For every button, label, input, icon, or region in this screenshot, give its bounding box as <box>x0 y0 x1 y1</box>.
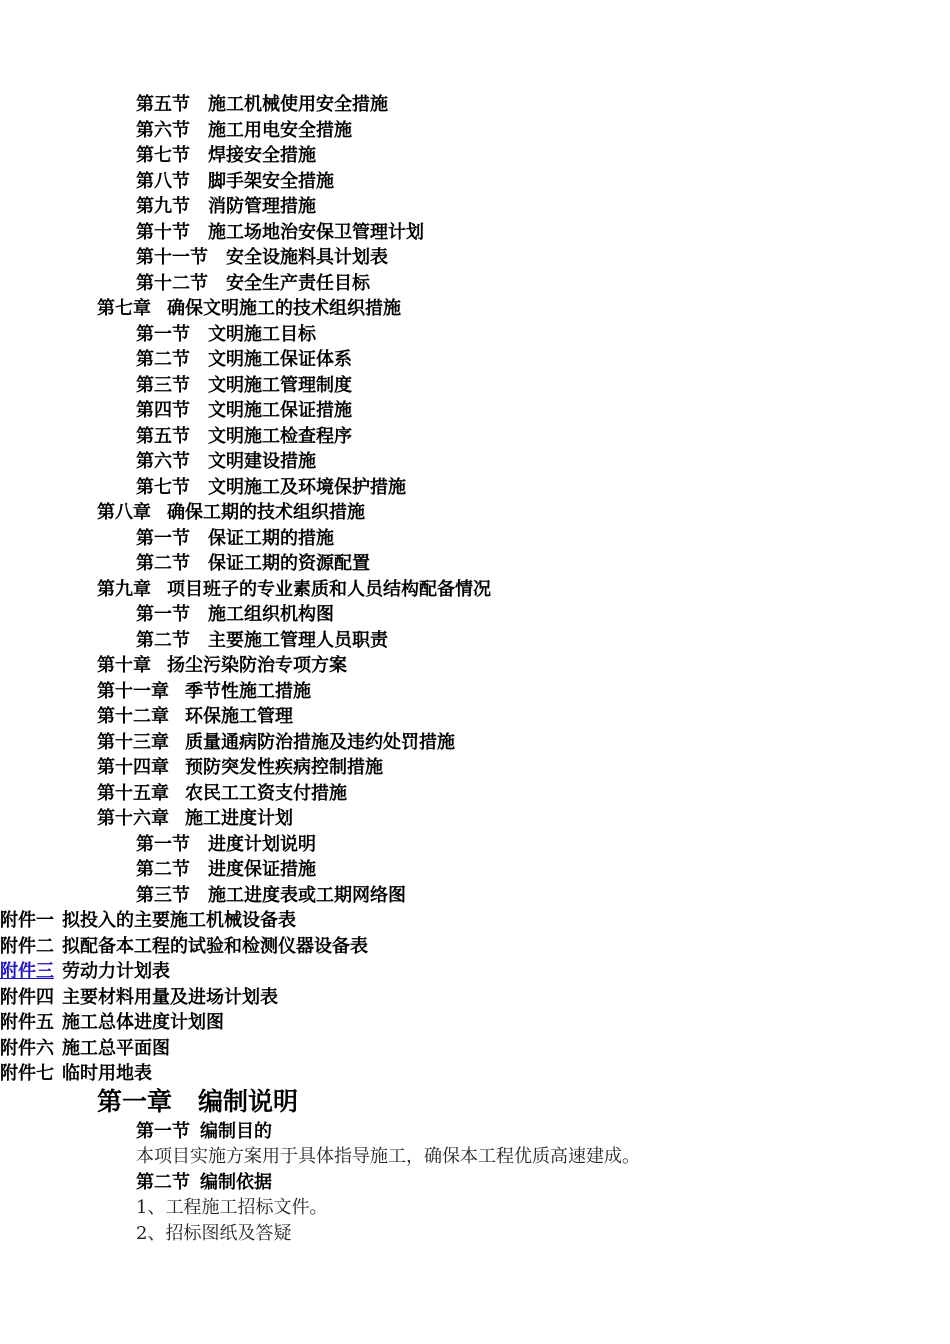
toc-section[interactable] <box>0 398 950 424</box>
toc-appendix[interactable] <box>0 908 950 934</box>
toc-title: 文明建设措施 <box>208 451 316 472</box>
toc-title: 文明施工及环境保护措施 <box>208 476 406 498</box>
chapter-number: 第一章 <box>97 1086 173 1116</box>
toc-appendix[interactable] <box>0 1036 950 1062</box>
toc-number: 第十节 <box>136 221 190 243</box>
toc-title: 主要施工管理人员职责 <box>208 629 388 651</box>
toc-link[interactable]: 附件三 <box>0 961 54 982</box>
toc-title: 项目班子的专业素质和人员结构配备情况 <box>167 578 491 600</box>
chapter-title: 编制说明 <box>198 1086 299 1116</box>
toc-number: 附件六 <box>0 1037 54 1059</box>
toc-chapter[interactable] <box>0 296 950 322</box>
toc-number: 第四节 <box>136 400 190 421</box>
section-title: 编制依据 <box>200 1171 272 1193</box>
toc-section[interactable] <box>0 322 950 348</box>
toc-section[interactable] <box>0 475 950 501</box>
toc-section[interactable] <box>0 449 950 475</box>
toc-appendix[interactable] <box>0 934 950 960</box>
toc-title: 施工场地治安保卫管理计划 <box>208 221 424 243</box>
document-page <box>0 92 950 1246</box>
toc-number: 附件四 <box>0 986 54 1008</box>
toc-title: 脚手架安全措施 <box>208 170 334 192</box>
toc-title: 进度计划说明 <box>208 833 316 855</box>
toc-number: 附件七 <box>0 1063 54 1084</box>
toc-number: 附件二 <box>0 935 54 957</box>
toc-number: 第六节 <box>136 451 190 472</box>
toc-number: 第一节 <box>136 527 190 549</box>
toc-section[interactable] <box>0 220 950 246</box>
toc-title: 施工进度计划 <box>185 808 293 829</box>
toc-number: 第二节 <box>136 859 190 880</box>
toc-number: 第十五章 <box>97 782 169 804</box>
toc-number: 第五节 <box>136 425 190 447</box>
toc-title: 安全设施料具计划表 <box>226 247 388 268</box>
toc-title: 进度保证措施 <box>208 859 316 880</box>
toc-number: 第七章 <box>97 298 151 319</box>
toc-section[interactable] <box>0 347 950 373</box>
toc-title: 季节性施工措施 <box>185 680 311 702</box>
toc-section[interactable] <box>0 602 950 628</box>
toc-section[interactable] <box>0 143 950 169</box>
list-item: 1、工程施工招标文件。 <box>136 1197 328 1218</box>
toc-title: 确保工期的技术组织措施 <box>167 502 365 523</box>
toc-section[interactable] <box>0 373 950 399</box>
toc-section[interactable] <box>0 271 950 297</box>
toc-title: 临时用地表 <box>62 1063 152 1084</box>
toc-number: 附件五 <box>0 1012 54 1033</box>
toc-number: 第二节 <box>136 629 190 651</box>
toc-appendix[interactable] <box>0 985 950 1011</box>
toc-number: 第二节 <box>136 349 190 370</box>
toc-title: 农民工工资支付措施 <box>185 782 347 804</box>
toc-number: 第三节 <box>136 374 190 396</box>
toc-chapter[interactable] <box>0 704 950 730</box>
section-number: 第二节 <box>136 1171 190 1193</box>
section-number: 第一节 <box>136 1120 190 1142</box>
toc-number: 第十二章 <box>97 706 169 727</box>
toc-section[interactable] <box>0 551 950 577</box>
toc-appendix[interactable] <box>0 1061 950 1087</box>
paragraph: 本项目实施方案用于具体指导施工，确保本工程优质高速建成。 <box>136 1146 640 1167</box>
toc-section[interactable] <box>0 628 950 654</box>
toc-section[interactable] <box>0 194 950 220</box>
toc-title: 劳动力计划表 <box>62 961 170 982</box>
toc-title: 保证工期的措施 <box>208 527 334 549</box>
toc-chapter[interactable] <box>0 653 950 679</box>
toc-title: 拟配备本工程的试验和检测仪器设备表 <box>62 935 368 957</box>
section-heading <box>0 1119 950 1145</box>
toc-title: 安全生产责任目标 <box>226 272 370 294</box>
toc-title: 扬尘污染防治专项方案 <box>167 655 347 676</box>
toc-number: 第五节 <box>136 94 190 115</box>
toc-section[interactable] <box>0 424 950 450</box>
section-heading <box>0 1170 950 1196</box>
toc-title: 焊接安全措施 <box>208 145 316 166</box>
toc-section[interactable] <box>0 883 950 909</box>
toc-number: 第九节 <box>136 196 190 217</box>
toc-appendix[interactable] <box>0 1010 950 1036</box>
toc-number: 第一节 <box>136 323 190 345</box>
toc-number: 第十二节 <box>136 272 208 294</box>
toc-chapter[interactable] <box>0 755 950 781</box>
toc-title: 施工用电安全措施 <box>208 119 352 141</box>
toc-appendix[interactable] <box>0 959 950 985</box>
section-title: 编制目的 <box>200 1120 272 1142</box>
toc-title: 施工总平面图 <box>62 1037 170 1059</box>
toc-section[interactable] <box>0 857 950 883</box>
toc-section[interactable] <box>0 118 950 144</box>
toc-number: 第十六章 <box>97 808 169 829</box>
toc-number: 第一节 <box>136 833 190 855</box>
toc-section[interactable] <box>0 169 950 195</box>
toc-title: 文明施工保证体系 <box>208 349 352 370</box>
list-item: 2、招标图纸及答疑 <box>136 1222 292 1244</box>
toc-title: 文明施工检查程序 <box>208 425 352 447</box>
toc-number: 附件一 <box>0 910 54 931</box>
toc-chapter[interactable] <box>0 781 950 807</box>
toc-section[interactable] <box>0 92 950 118</box>
chapter-heading <box>0 1085 950 1119</box>
toc-chapter[interactable] <box>0 806 950 832</box>
toc-section[interactable] <box>0 832 950 858</box>
toc-title: 环保施工管理 <box>185 706 293 727</box>
toc-title: 施工机械使用安全措施 <box>208 94 388 115</box>
toc-title: 拟投入的主要施工机械设备表 <box>62 910 296 931</box>
toc-number: 第六节 <box>136 119 190 141</box>
toc-chapter[interactable] <box>0 500 950 526</box>
toc-title: 确保文明施工的技术组织措施 <box>167 298 401 319</box>
toc-number: 第三节 <box>136 884 190 906</box>
toc-number: 第十一章 <box>97 680 169 702</box>
toc-number: 第九章 <box>97 578 151 600</box>
toc-number: 第十四章 <box>97 757 169 778</box>
toc-section[interactable] <box>0 245 950 271</box>
toc-number: 第一节 <box>136 604 190 625</box>
toc-title: 文明施工保证措施 <box>208 400 352 421</box>
toc-number: 第十章 <box>97 655 151 676</box>
toc-chapter[interactable] <box>0 577 950 603</box>
toc-number: 第二节 <box>136 553 190 574</box>
toc-title: 施工进度表或工期网络图 <box>208 884 406 906</box>
toc-number: 第八章 <box>97 502 151 523</box>
toc-chapter[interactable] <box>0 730 950 756</box>
toc-title: 消防管理措施 <box>208 196 316 217</box>
toc-title: 主要材料用量及进场计划表 <box>62 986 278 1008</box>
toc-title: 保证工期的资源配置 <box>208 553 370 574</box>
toc-title: 质量通病防治措施及违约处罚措施 <box>185 731 455 753</box>
toc-title: 施工总体进度计划图 <box>62 1012 224 1033</box>
toc-title: 文明施工管理制度 <box>208 374 352 396</box>
toc-section[interactable] <box>0 526 950 552</box>
toc-chapter[interactable] <box>0 679 950 705</box>
toc-number: 第八节 <box>136 170 190 192</box>
toc-title: 施工组织机构图 <box>208 604 334 625</box>
toc-title: 预防突发性疾病控制措施 <box>185 757 383 778</box>
toc-number: 第七节 <box>136 145 190 166</box>
toc-title: 文明施工目标 <box>208 323 316 345</box>
toc-number: 第十一节 <box>136 247 208 268</box>
toc-number: 第七节 <box>136 476 190 498</box>
table-of-contents <box>0 92 950 1087</box>
toc-number: 第十三章 <box>97 731 169 753</box>
